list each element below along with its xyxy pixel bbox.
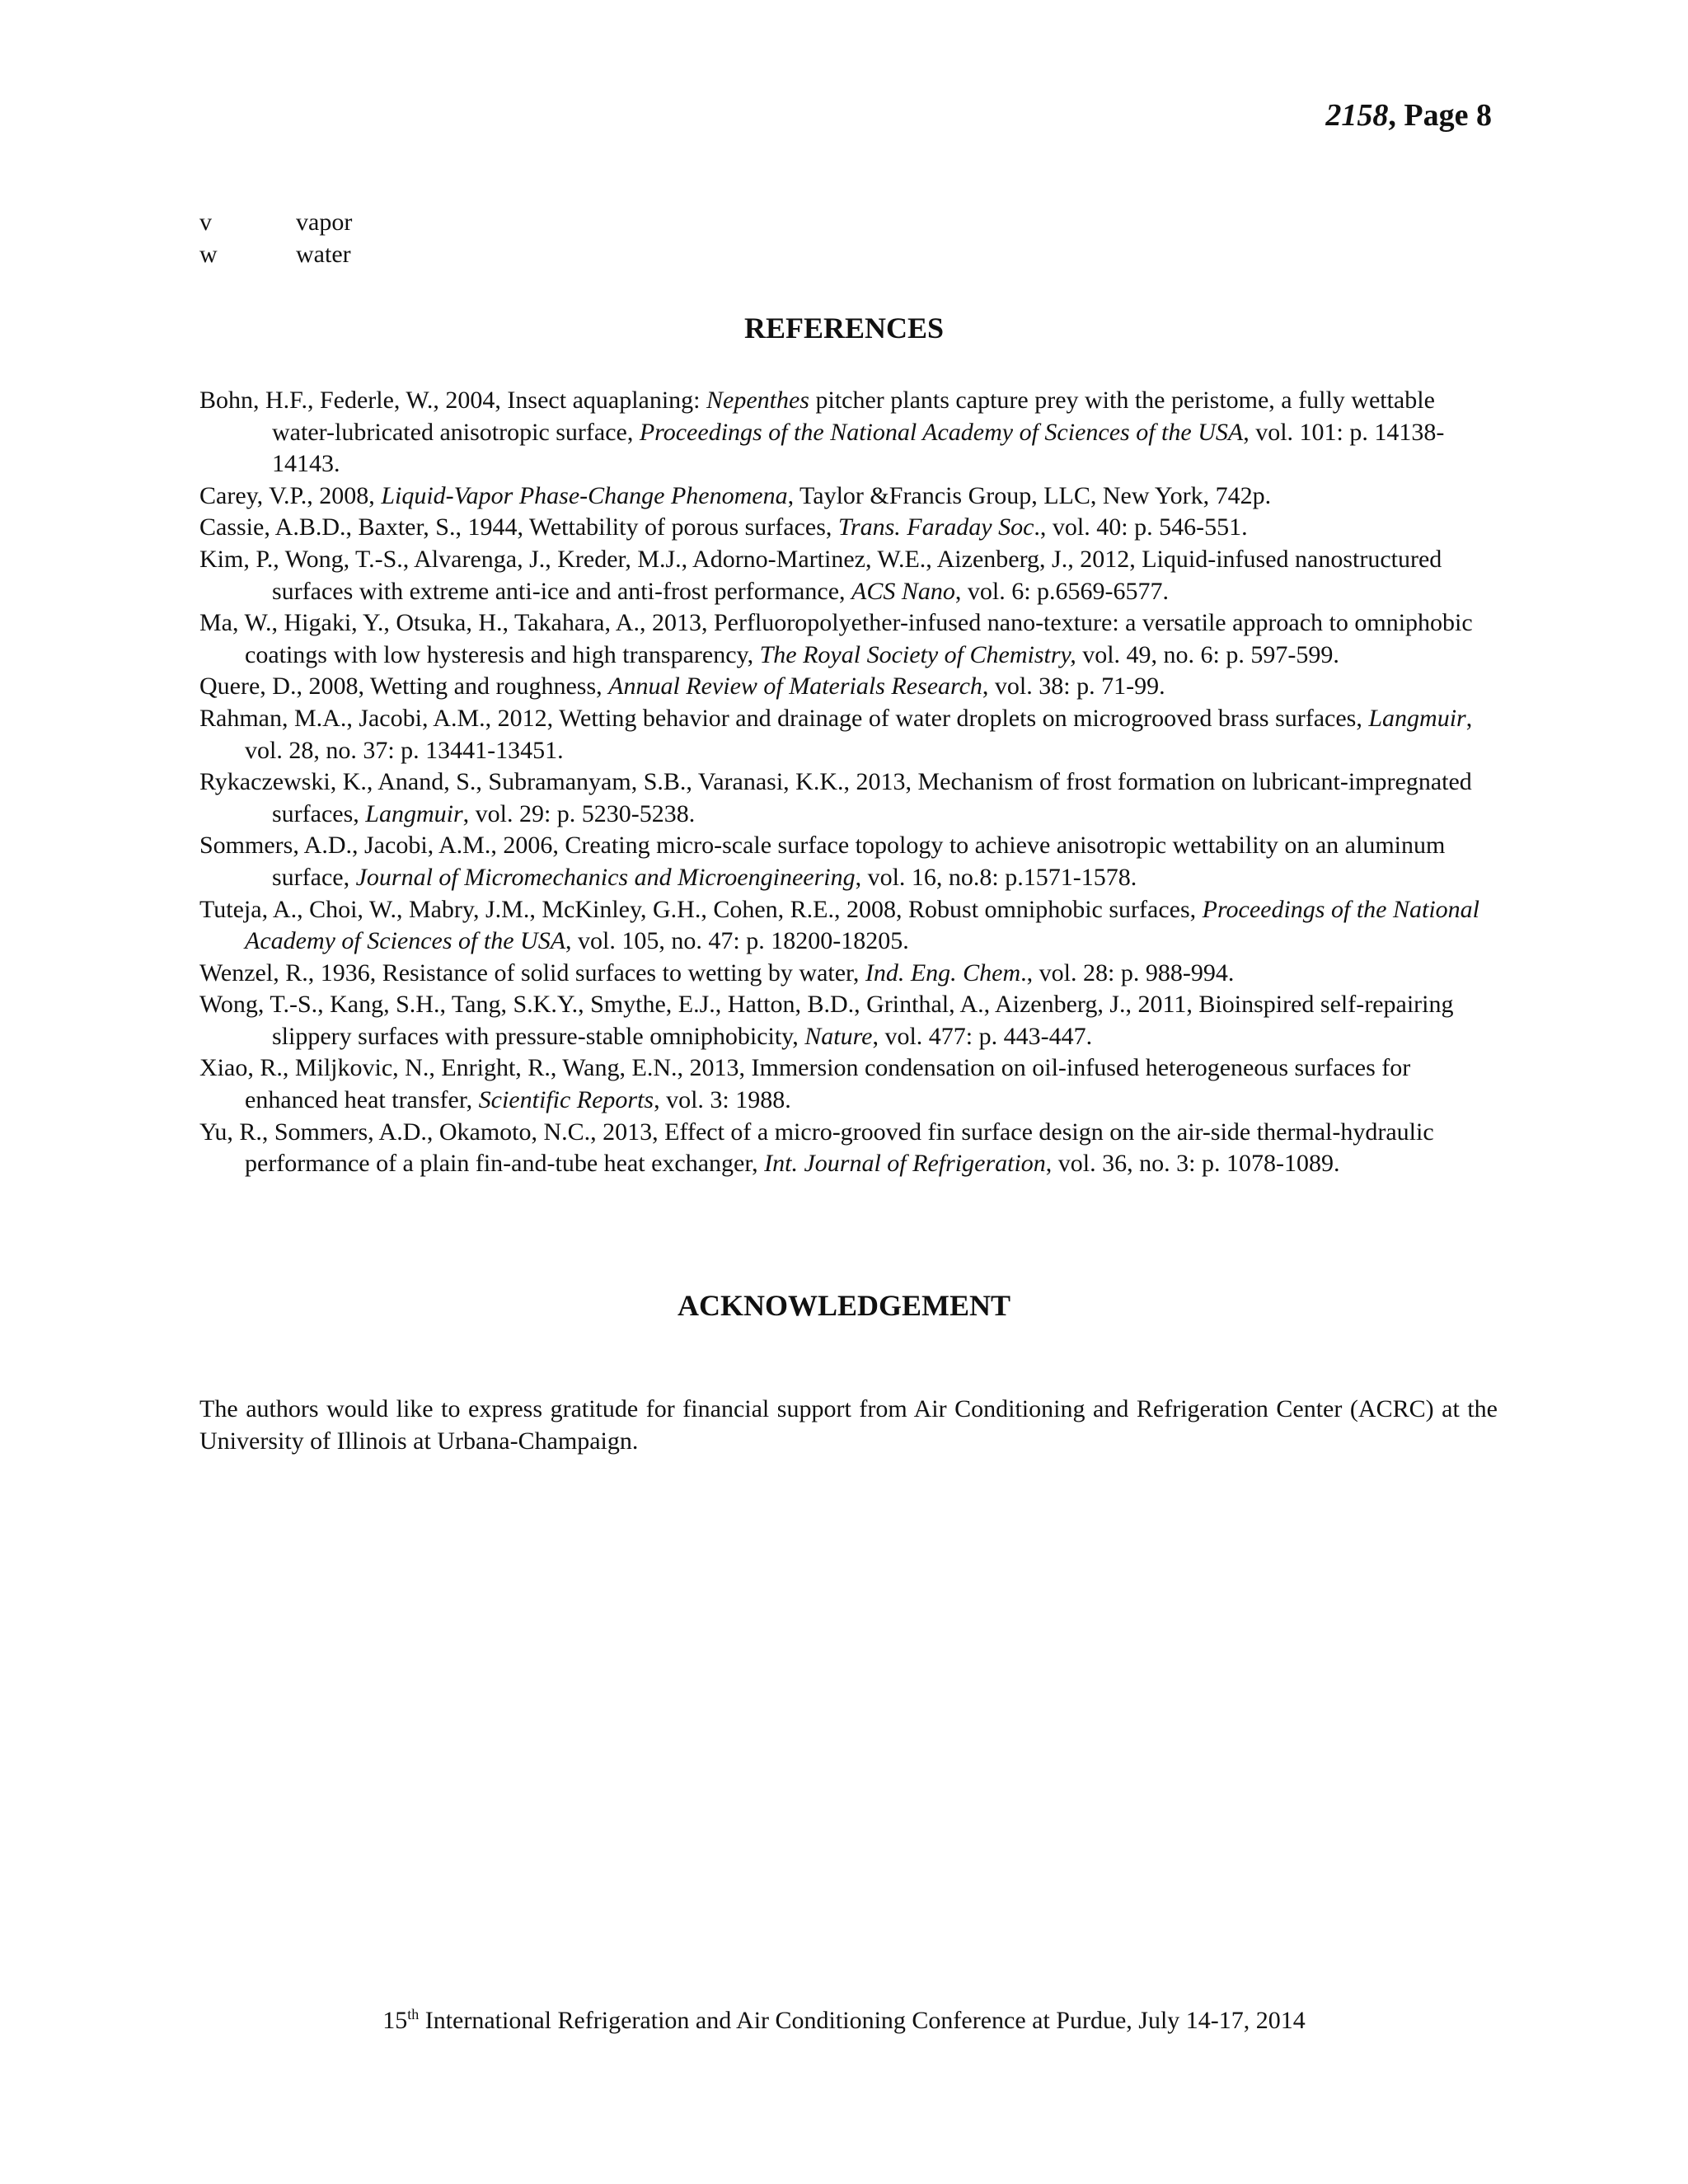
ref-text: Ma, W., Higaki, Y., Otsuka, H., Takahara, A., 2013, Perfluoropolyether-infused nano-texture: a versatile approach to omniphobic coatings with low hysteresis and high transparency, bbox=[199, 609, 1473, 668]
ref-text: Sommers, A.D., Jacobi, A.M., 2006, Creating micro-scale surface topology to achieve anisotropic wettability on an aluminum surface, bbox=[199, 832, 1446, 891]
ref-italic: Langmuir bbox=[1368, 704, 1466, 732]
page-label: , Page 8 bbox=[1388, 98, 1492, 133]
page-header bbox=[1325, 97, 1492, 134]
ref-italic: Int. Journal of Refrigeration bbox=[764, 1150, 1046, 1178]
ref-text: Tuteja, A., Choi, W., Mabry, J.M., McKinley, G.H., Cohen, R.E., 2008, Robust omniphobic surfaces, bbox=[199, 895, 1203, 923]
reference-item bbox=[199, 385, 1498, 480]
ref-text: , vol. 29: p. 5230-5238. bbox=[462, 799, 696, 827]
ref-text: pitcher plants capture prey with the peristome, a fully wettable water-lubricated anisotropic surface, bbox=[272, 387, 1435, 446]
nomenclature-meaning: water bbox=[296, 241, 351, 268]
ref-text: , vol. 6: p.6569-6577. bbox=[954, 577, 1170, 605]
nomenclature-list bbox=[199, 206, 352, 270]
ref-text: Rykaczewski, K., Anand, S., Subramanyam, S.B., Varanasi, K.K., 2013, Mechanism of frost formation on lubricant-impregnated surfaces, bbox=[199, 768, 1472, 827]
ref-text: , vol. 16, no.8: p.1571-1578. bbox=[855, 863, 1137, 891]
ref-text: vol. 49, no. 6: p. 597-599. bbox=[1076, 640, 1339, 668]
reference-item bbox=[199, 766, 1498, 830]
footer-number: 15 bbox=[382, 2007, 408, 2034]
reference-item bbox=[199, 1117, 1498, 1180]
ref-italic: Annual Review of Materials Research bbox=[608, 673, 982, 701]
acknowledgement-text: The authors would like to express gratitude for financial support from Air Conditioning and Refrigeration Center (ACRC) at the University of Illinois at Urbana-Champaign. bbox=[199, 1395, 1498, 1455]
ref-text: , vol. 3: 1988. bbox=[654, 1086, 791, 1114]
ref-text: , Taylor &Francis Group, LLC, New York, 742p. bbox=[787, 481, 1272, 509]
ref-text: Wenzel, R., 1936, Resistance of solid surfaces to wetting by water, bbox=[199, 958, 865, 987]
reference-list bbox=[199, 385, 1498, 1180]
ref-italic: Proceedings of the National Academy of Sciences of the USA bbox=[639, 418, 1244, 446]
reference-item bbox=[199, 703, 1498, 766]
ref-text: Yu, R., Sommers, A.D., Okamoto, N.C., 2013, Effect of a micro-grooved fin surface design on the air-side thermal-hydraulic performance of a plain fin-and-tube heat exchanger, bbox=[199, 1118, 1434, 1178]
footer-text: International Refrigeration and Air Conditioning Conference at Purdue, July 14-17, 2014 bbox=[419, 2007, 1306, 2034]
ref-italic: Liquid-Vapor Phase-Change Phenomena bbox=[381, 481, 788, 509]
ref-text: Carey, V.P., 2008, bbox=[199, 481, 382, 509]
ref-text: ., vol. 40: p. 546-551. bbox=[1034, 513, 1248, 541]
reference-item bbox=[199, 894, 1498, 958]
ref-italic: Nepenthes bbox=[706, 387, 809, 414]
ref-text: Xiao, R., Miljkovic, N., Enright, R., Wang, E.N., 2013, Immersion condensation on oil-infused heterogeneous surfaces for enhanced heat transfer, bbox=[199, 1054, 1411, 1114]
ref-italic: Nature bbox=[804, 1022, 873, 1050]
acknowledgement-heading: ACKNOWLEDGEMENT bbox=[677, 1289, 1011, 1322]
ref-text: , vol. 28, no. 37: p. 13441-13451. bbox=[245, 704, 1473, 764]
ref-text: Wong, T.-S., Kang, S.H., Tang, S.K.Y., Smythe, E.J., Hatton, B.D., Grinthal, A., Aizenberg, J., 2011, Bioinspired self-repairing slippery surfaces with pressure-stable omniphobicity, bbox=[199, 991, 1454, 1050]
ref-italic: Scientific Reports bbox=[478, 1086, 654, 1114]
references-heading: REFERENCES bbox=[743, 312, 945, 344]
reference-item bbox=[199, 830, 1498, 893]
nomenclature-meaning: vapor bbox=[296, 209, 353, 236]
ref-text: Cassie, A.B.D., Baxter, S., 1944, Wettability of porous surfaces, bbox=[199, 513, 838, 541]
nomenclature-row bbox=[199, 238, 352, 270]
ref-text: Kim, P., Wong, T.-S., Alvarenga, J., Kreder, M.J., Adorno-Martinez, W.E., Aizenberg, J., 2012, Liquid-infused nanostructured surfaces with extreme anti-ice and anti-frost performance, bbox=[199, 545, 1442, 605]
ref-italic: Journal of Micromechanics and Microengineering bbox=[355, 863, 856, 891]
ref-text: , vol. 477: p. 443-447. bbox=[872, 1022, 1093, 1050]
nomenclature-symbol: v bbox=[199, 209, 212, 236]
ref-text: , vol. 38: p. 71-99. bbox=[982, 673, 1165, 701]
reference-item bbox=[199, 607, 1498, 671]
reference-item bbox=[199, 671, 1498, 703]
ref-italic: Trans. Faraday Soc bbox=[837, 513, 1034, 541]
ref-italic: Ind. Eng. Chem bbox=[865, 958, 1021, 987]
reference-item bbox=[199, 1052, 1498, 1116]
ref-text: Quere, D., 2008, Wetting and roughness, bbox=[199, 673, 609, 701]
reference-item bbox=[199, 989, 1498, 1052]
nomenclature-row bbox=[199, 206, 352, 238]
ref-italic: Proceedings of the National Academy of Sciences of the USA bbox=[245, 895, 1479, 955]
ref-text: , vol. 101: p. 14138-14143. bbox=[272, 418, 1445, 478]
ref-text: Rahman, M.A., Jacobi, A.M., 2012, Wetting behavior and drainage of water droplets on microgrooved brass surfaces, bbox=[199, 704, 1369, 732]
ref-text: , vol. 36, no. 3: p. 1078-1089. bbox=[1045, 1150, 1340, 1178]
reference-item bbox=[199, 544, 1498, 607]
reference-item bbox=[199, 480, 1498, 513]
ref-italic: The Royal Society of Chemistry, bbox=[759, 640, 1076, 668]
page-footer bbox=[0, 2007, 1688, 2035]
ref-italic: Langmuir bbox=[365, 799, 463, 827]
paper-number: 2158 bbox=[1325, 98, 1389, 133]
ref-text: , vol. 105, no. 47: p. 18200-18205. bbox=[565, 927, 909, 955]
footer-ordinal: th bbox=[407, 2006, 420, 2022]
ref-italic: ACS Nano bbox=[851, 577, 955, 605]
ref-text: Bohn, H.F., Federle, W., 2004, Insect aquaplaning: bbox=[199, 387, 707, 414]
nomenclature-symbol: w bbox=[199, 241, 218, 268]
reference-item bbox=[199, 512, 1498, 544]
ref-text: ., vol. 28: p. 988-994. bbox=[1020, 958, 1235, 987]
reference-item bbox=[199, 958, 1498, 990]
